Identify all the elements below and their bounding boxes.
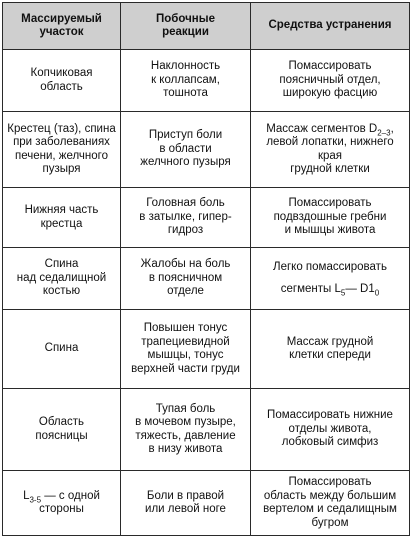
- header-reactions: [121, 3, 251, 50]
- header-line: реакции: [162, 26, 209, 38]
- text-line: и мышцы живота: [284, 224, 376, 237]
- cell-area: [3, 112, 121, 188]
- text-line: в затылке, гипер-: [139, 210, 232, 223]
- cell-area: [3, 310, 121, 389]
- text-line: вертелом и седалищным: [263, 503, 397, 515]
- text-line: область: [40, 80, 83, 93]
- table-row: [3, 248, 410, 310]
- cell-reaction: [121, 50, 251, 112]
- text-line: подвздошные гребни: [273, 210, 387, 223]
- text-line: поясничный отдел,: [279, 73, 381, 86]
- table-header-row: [3, 3, 410, 50]
- text-line: тяжесть, давление: [135, 429, 236, 442]
- cell-reaction: [121, 471, 251, 536]
- text-line: Спина: [44, 342, 79, 355]
- text-line: мышцы, тонус: [147, 349, 224, 361]
- text-line: Помассировать: [288, 476, 372, 488]
- table-row: [3, 389, 410, 471]
- header-line: Средства устранения: [268, 19, 392, 32]
- text-line: отделы живота,: [288, 422, 372, 435]
- text-line: бугром: [311, 516, 349, 529]
- text-line: Помассировать: [288, 197, 372, 210]
- text-line: левой лопатки, нижнего края: [266, 136, 394, 162]
- text-line: над седалищной: [16, 271, 107, 284]
- text-fragment: — D1: [345, 283, 375, 295]
- table-row: [3, 310, 410, 389]
- text-line: к коллапсам,: [151, 73, 220, 86]
- cell-reaction: [121, 310, 251, 389]
- cell-remedy: [251, 389, 410, 471]
- subscript: 2–3: [377, 127, 391, 137]
- text-line: Массаж грудной: [286, 335, 374, 348]
- text-line: в области: [159, 142, 212, 155]
- text-line: печени, желчного: [14, 149, 109, 162]
- text-line: в низу живота: [148, 443, 223, 455]
- table-row: [3, 188, 410, 248]
- text-line: Повышен тонус: [143, 322, 228, 334]
- cell-remedy: [251, 248, 410, 310]
- text-line: область между большим: [263, 489, 397, 502]
- text-line: Помассировать: [288, 60, 372, 73]
- text-line: грудной клетки: [290, 163, 370, 175]
- text-line: клетки спереди: [289, 349, 371, 361]
- text-line: отделе: [167, 285, 204, 298]
- text-line: Головная боль: [146, 197, 225, 210]
- text-fragment: ,: [390, 122, 394, 135]
- text-line: поясницы: [35, 429, 88, 442]
- text-line: желчного пузыря: [140, 156, 231, 169]
- cell-remedy: [251, 112, 410, 188]
- text-line: Нижняя часть: [24, 204, 99, 216]
- text-line: Приступ боли: [148, 129, 223, 142]
- cell-area: [3, 471, 121, 536]
- text-line: в мочевом пузыре,: [135, 416, 236, 428]
- cell-reaction: [121, 188, 251, 248]
- text-fragment: Массаж сегментов D: [266, 122, 378, 135]
- cell-area: [3, 188, 121, 248]
- text-line: Область: [38, 416, 85, 428]
- subscript: 3-5: [29, 494, 42, 504]
- cell-remedy: [251, 310, 410, 389]
- text-line: тошнота: [163, 87, 208, 100]
- text-line: стороны: [39, 503, 84, 515]
- massage-side-effects-table: [2, 2, 410, 536]
- text-line: в поясничном: [148, 271, 223, 284]
- text-line: Тупая боль: [155, 402, 216, 415]
- text-line: Крестец (таз), спина: [7, 122, 116, 135]
- subscript: 0: [374, 288, 380, 298]
- header-line: Побочные: [156, 12, 215, 25]
- text-line: Копчиковая: [30, 67, 93, 79]
- text-line: костью: [42, 285, 81, 298]
- header-line: Массируемый: [21, 12, 102, 25]
- text-line: или левой ноге: [145, 503, 226, 515]
- cell-area: [3, 389, 121, 471]
- text-fragment: L: [23, 489, 30, 502]
- text-line: при заболеваниях: [13, 136, 110, 148]
- text-fragment: сегменты L: [280, 283, 341, 295]
- cell-remedy: [251, 188, 410, 248]
- text-fragment: — с одной: [41, 489, 100, 502]
- text-line: Боли в правой: [146, 489, 225, 502]
- header-line: участок: [39, 26, 84, 38]
- text-line: [7, 490, 116, 504]
- text-line: Наклонность: [150, 60, 221, 73]
- text-line: [255, 283, 405, 297]
- text-line: широкую фасцию: [282, 87, 378, 100]
- text-line: трапециевидной: [141, 335, 230, 348]
- text-line: верхней части груди: [131, 362, 240, 375]
- text-line: гидроз: [167, 224, 204, 237]
- table-row: [3, 112, 410, 188]
- table-row: [3, 471, 410, 536]
- cell-remedy: [251, 471, 410, 536]
- text-line: пузыря: [42, 163, 81, 175]
- cell-area: [3, 50, 121, 112]
- text-line: Жалобы на боль: [140, 258, 231, 271]
- table-row: [3, 50, 410, 112]
- text-line: Легко помассировать: [273, 260, 387, 273]
- text-line: крестца: [40, 217, 83, 230]
- text-line: Помассировать нижние: [267, 409, 393, 422]
- text-line: лобковый симфиз: [281, 436, 379, 449]
- header-remedies: [251, 3, 410, 50]
- cell-reaction: [121, 112, 251, 188]
- subscript: 5: [340, 288, 346, 298]
- cell-remedy: [251, 50, 410, 112]
- cell-reaction: [121, 248, 251, 310]
- cell-area: [3, 248, 121, 310]
- text-line: Спина: [44, 258, 79, 271]
- text-line: [255, 123, 405, 137]
- header-area: [3, 3, 121, 50]
- cell-reaction: [121, 389, 251, 471]
